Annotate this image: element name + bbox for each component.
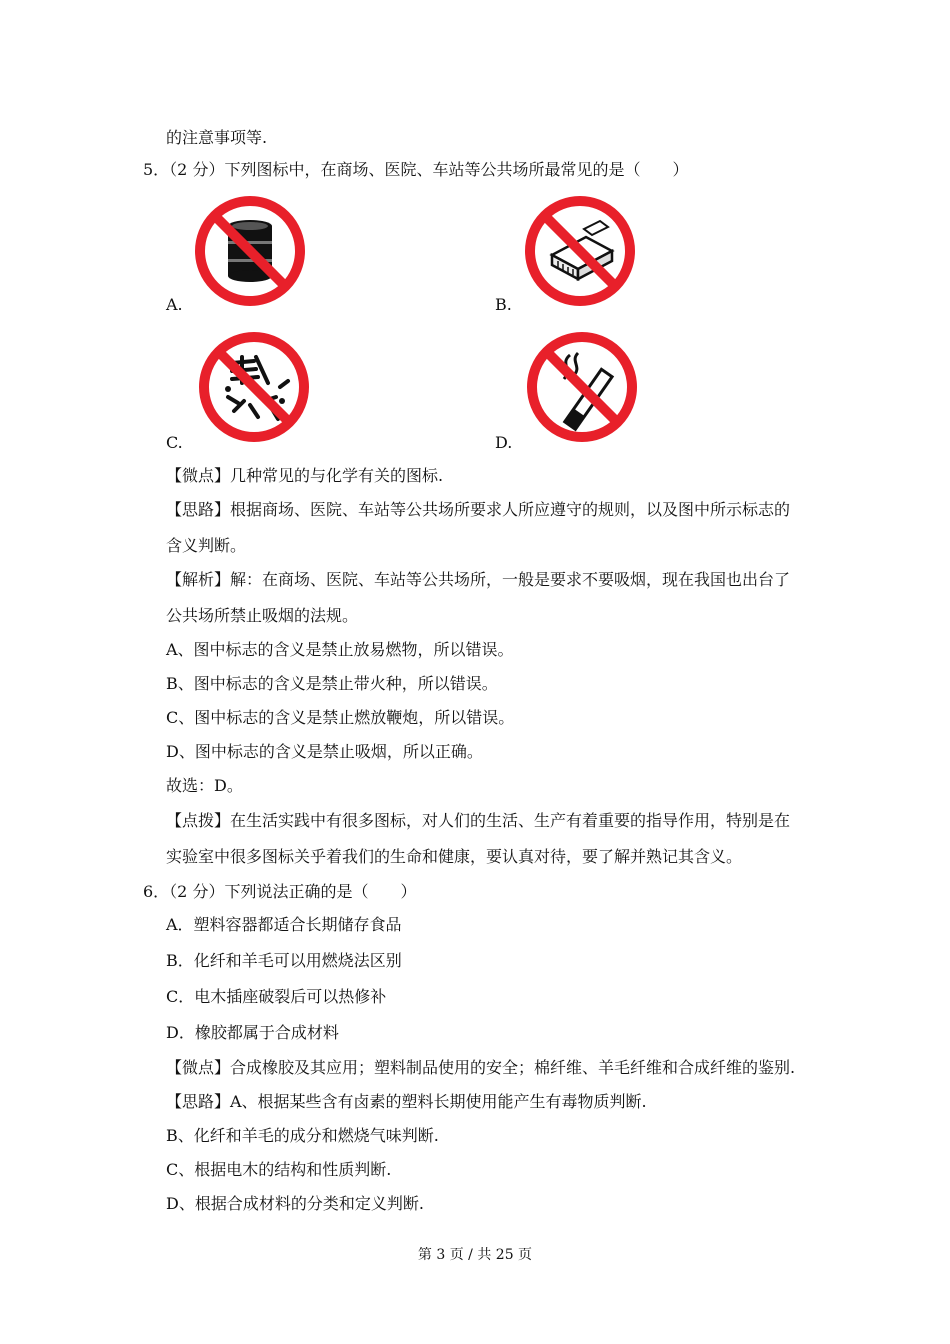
tip-5-line-1: 【点拨】在生活实践中有很多图标，对人们的生活、生产有着重要的指导作用，特别是在 [166, 811, 791, 830]
tip-5-line-2: 实验室中很多图标关乎着我们的生命和健康，要认真对待，要了解并熟记其含义。 [166, 847, 743, 866]
question-6-stem: 6．（2 分）下列说法正确的是（ ） [143, 882, 417, 901]
option-d-label: D. [495, 433, 513, 452]
approach-6-line-3: C、根据电木的结构和性质判断. [166, 1160, 392, 1179]
micro-point-6: 【微点】合成橡胶及其应用；塑料制品使用的安全；棉纤维、羊毛纤维和合成纤维的鉴别. [166, 1058, 796, 1077]
no-matches-sign-icon [524, 195, 636, 307]
analysis-5-option-b: B、图中标志的含义是禁止带火种，所以错误。 [166, 674, 498, 693]
approach-5-line-2: 含义判断。 [166, 536, 247, 555]
option-b-label: B. [495, 295, 512, 314]
question-6-option-c: C．电木插座破裂后可以热修补 [166, 987, 387, 1006]
question-6-option-b: B．化纤和羊毛可以用燃烧法区别 [166, 951, 402, 970]
no-firecrackers-sign-icon [198, 331, 310, 443]
no-flammable-drum-sign-icon [194, 195, 306, 307]
analysis-5-line-2: 公共场所禁止吸烟的法规。 [166, 606, 359, 625]
page-footer: 第 3 页 / 共 25 页 [417, 1247, 533, 1263]
analysis-5-line-1: 【解析】解：在商场、医院、车站等公共场所，一般是要求不要吸烟，现在我国也出台了 [166, 570, 791, 589]
analysis-5-option-d: D、图中标志的含义是禁止吸烟，所以正确。 [166, 742, 483, 761]
question-5-stem: 5．（2 分）下列图标中，在商场、医院、车站等公共场所最常见的是（ ） [143, 160, 689, 179]
approach-6-line-4: D、根据合成材料的分类和定义判断. [166, 1194, 424, 1213]
no-smoking-sign-icon [526, 331, 638, 443]
micro-point-5: 【微点】几种常见的与化学有关的图标. [166, 466, 444, 485]
text-line: 的注意事项等. [166, 128, 268, 147]
analysis-5-option-c: C、图中标志的含义是禁止燃放鞭炮，所以错误。 [166, 708, 515, 727]
option-c-label: C. [166, 433, 183, 452]
option-a-label: A. [166, 295, 183, 314]
question-6-option-d: D．橡胶都属于合成材料 [166, 1023, 339, 1042]
question-6-option-a: A．塑料容器都适合长期储存食品 [166, 915, 402, 934]
analysis-5-option-a: A、图中标志的含义是禁止放易燃物，所以错误。 [166, 640, 514, 659]
approach-6-line-1: 【思路】A、根据某些含有卤素的塑料长期使用能产生有毒物质判断. [166, 1092, 647, 1111]
approach-5-line-1: 【思路】根据商场、医院、车站等公共场所要求人所应遵守的规则，以及图中所示标志的 [166, 500, 791, 519]
answer-5: 故选：D。 [166, 776, 243, 795]
approach-6-line-2: B、化纤和羊毛的成分和燃烧气味判断. [166, 1126, 439, 1145]
